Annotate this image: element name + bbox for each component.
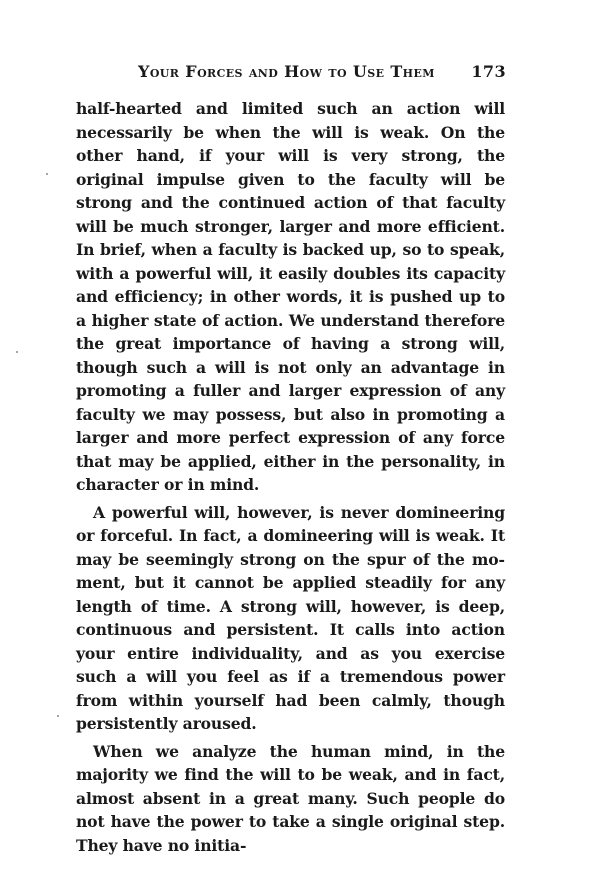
running-header xyxy=(128,62,506,86)
scan-speck xyxy=(46,173,48,175)
paragraph: A powerful will, however, is never domineering or forceful. In fact, a domineering will is weak. It may be seemingly strong on the spur of the moment, but it cannot be applied steadily for any length of time. A strong will, however, is deep, continuous and persistent. It calls into action your entire individuality, and as you exercise such a will you feel as if a tremendous power from within yourself had been calmly, though persistently aroused. xyxy=(76,502,505,733)
paragraph: When we analyze the human mind, in the majority we find the will to be weak, and in fact, almost absent in a great many. Such people do not have the power to take a single original step. They have no initia- xyxy=(76,741,505,855)
scan-speck xyxy=(16,351,18,353)
running-title: Your Forces and How to Use Them xyxy=(138,62,435,81)
paragraph: half-hearted and limited such an action will necessarily be when the will is weak. On the other hand, if your will is very strong, the original impulse given to the faculty will be strong and the continued action of that faculty will be much stronger, larger and more efficient. In brief, when a faculty is backed up, so to speak, with a powerful will, it easily doubles its capacity and efficiency; in other words, it is pushed up to a higher state of action. We understand therefore the great importance of having a strong will, though such a will is not only an advantage in promoting a fuller and larger expression of any faculty we may possess, but also in promoting a larger and more perfect expression of any force that may be applied, either in the personality, in character or in mind. xyxy=(76,99,505,494)
scan-speck xyxy=(57,715,59,717)
page-number: 173 xyxy=(471,62,506,81)
body-text xyxy=(76,97,505,857)
